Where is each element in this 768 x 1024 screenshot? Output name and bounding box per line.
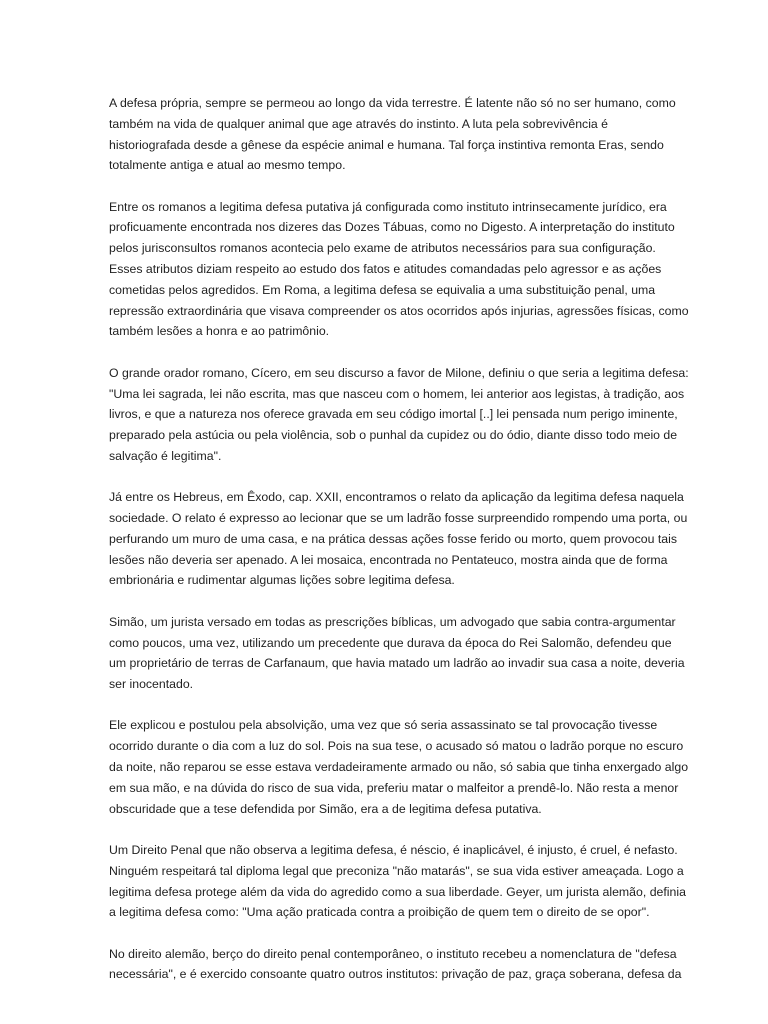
text-line: salvação é legitima". — [109, 448, 222, 463]
text-line: perfurando um muro de uma casa, e na prática dessas ações fosse ferido ou morto, quem provocou tais — [109, 531, 678, 546]
text-line: livros, e que a natureza nos oferece gravada em seu código imortal [..] lei pensada num perigo iminente, — [109, 407, 678, 422]
text-line: O grande orador romano, Cícero, em seu discurso a favor de Milone, definiu o que seria a legitima defesa: — [109, 365, 689, 380]
text-line: como poucos, uma vez, utilizando um precedente que durava da época do Rei Salomão, defendeu que — [109, 635, 672, 650]
text-line: também lesões a honra e ao patrimônio. — [109, 324, 330, 339]
text-line: pelos jurisconsultos romanos acontecia pelo exame de atributos necessários para sua configuração. — [109, 241, 656, 256]
text-line: necessária", e é exercido consoante quatro outros institutos: privação de paz, graça soberana, defesa da — [109, 967, 682, 982]
text-line: lesões não deveria ser apenado. A lei mosaica, encontrada no Pentateuco, mostra ainda que de forma — [109, 552, 668, 567]
text-line: também na vida de qualquer animal que age através do instinto. A luta pela sobrevivência é — [109, 116, 609, 131]
text-line: proficuamente encontrada nos dizeres das Dozes Tábuas, como no Digesto. A interpretação do instituto — [109, 220, 675, 235]
paragraph — [109, 612, 685, 695]
paragraph — [109, 487, 688, 591]
text-line: em sua mão, e na dúvida do risco de sua vida, preferiu matar o malfeitor a prendê-lo. Não resta a menor — [109, 780, 679, 795]
text-line: No direito alemão, berço do direito penal contemporâneo, o instituto recebeu a nomenclatura de "defesa — [109, 946, 677, 961]
text-line: ocorrido durante o dia com a luz do sol. Pois na sua tese, o acusado só matou o ladrão porque no escuro — [109, 739, 684, 754]
text-line: "Uma lei sagrada, lei não escrita, mas que nasceu com o homem, lei anterior aos legistas, à tradição, aos — [109, 386, 685, 401]
text-line: cometidas pelos agredidos. Em Roma, a legitima defesa se equivalia a uma substituição penal, uma — [109, 282, 656, 297]
paragraph — [109, 197, 689, 343]
text-line: embrionária e rudimentar algumas lições sobre legitima defesa. — [109, 573, 455, 588]
text-line: historiografada desde a gênese da espécie animal e humana. Tal força instintiva remonta Eras, sendo — [109, 137, 664, 152]
text-line: um proprietário de terras de Carfanaum, que havia matado um ladrão ao invadir sua casa a noite, deveria — [109, 656, 685, 671]
paragraph — [109, 93, 676, 176]
text-line: preparado pela astúcia ou pela violência, sob o punhal da cupidez ou do ódio, diante disso todo meio de — [109, 428, 678, 443]
text-line: Entre os romanos a legitima defesa putativa já configurada como instituto intrinsecamente jurídico, era — [109, 199, 667, 214]
text-line: Simão, um jurista versado em todas as prescrições bíblicas, um advogado que sabia contra-argumentar — [109, 614, 676, 629]
text-line: A defesa própria, sempre se permeou ao longo da vida terrestre. É latente não só no ser humano, como — [109, 96, 676, 110]
text-line: repressão extraordinária que visava compreender os atos ocorridos após injurias, agressões físicas, como — [109, 303, 689, 318]
paragraph — [109, 840, 686, 923]
text-line: a legitima defesa como: "Uma ação praticada contra a proibição de quem tem o direito de se opor". — [109, 905, 650, 920]
text-line: Ninguém respeitará tal diploma legal que preconiza "não matarás", se sua vida estiver ameaçada. Logo a — [109, 863, 684, 878]
text-line: Um Direito Penal que não observa a legitima defesa, é néscio, é inaplicável, é injusto, é cruel, é nefasto. — [109, 842, 678, 857]
text-line: ser inocentado. — [109, 677, 194, 692]
paragraph — [109, 715, 689, 819]
paragraph — [109, 363, 689, 467]
text-line: sociedade. O relato é expresso ao lecionar que se um ladrão fosse surpreendido rompendo uma porta, ou — [109, 511, 688, 526]
paragraph — [109, 944, 682, 986]
text-line: da noite, não reparou se esse estava verdadeiramente armado ou não, só sabia que tinha enxergado algo — [109, 760, 689, 775]
text-line: Ele explicou e postulou pela absolvição, uma vez que só seria assassinato se tal provocação tivesse — [109, 718, 658, 733]
document-body — [109, 93, 689, 1006]
text-line: totalmente antiga e atual ao mesmo tempo. — [109, 158, 346, 173]
text-line: Esses atributos diziam respeito ao estudo dos fatos e atitudes comandadas pelo agressor e as ações — [109, 262, 662, 277]
text-line: Já entre os Hebreus, em Êxodo, cap. XXII, encontramos o relato da aplicação da legitima defesa naquela — [109, 490, 684, 505]
text-line: obscuridade que a tese defendida por Simão, era a de legitima defesa putativa. — [109, 801, 542, 816]
text-line: legitima defesa protege além da vida do agredido como a sua liberdade. Geyer, um jurista alemão, definia — [109, 884, 686, 899]
